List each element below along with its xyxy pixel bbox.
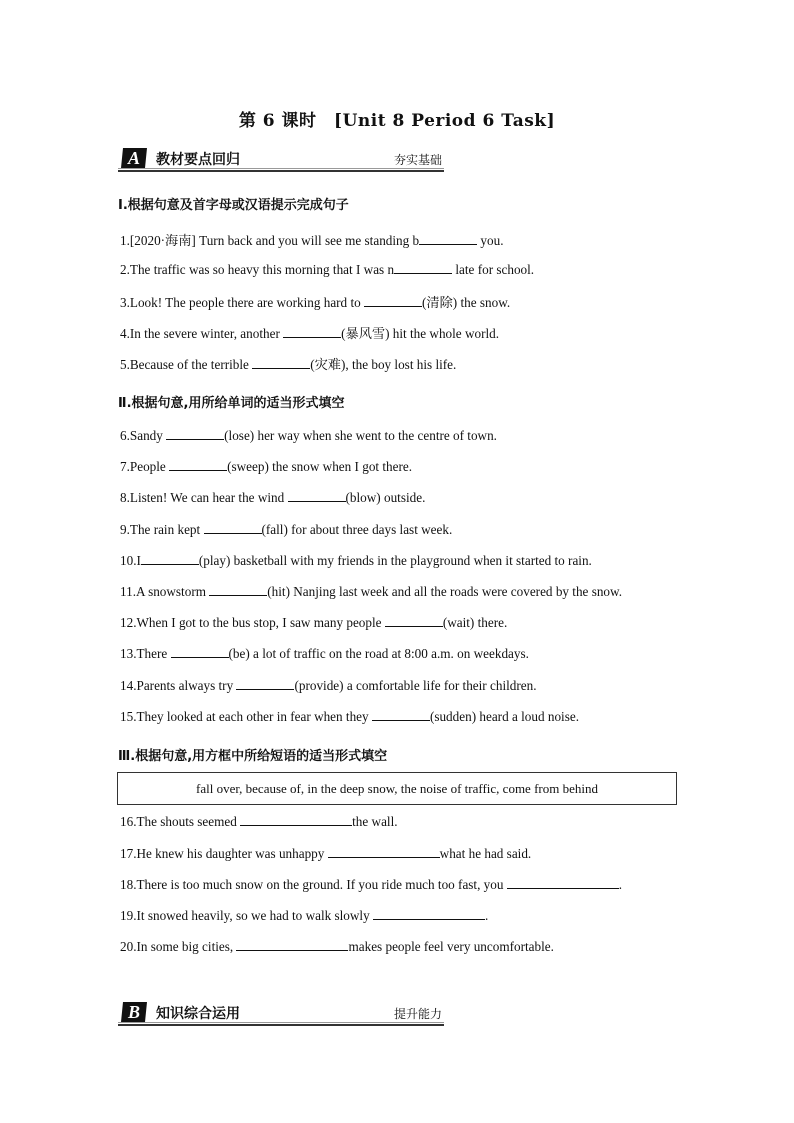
section-b-header — [118, 1000, 444, 1026]
section-b-subtitle: 提升能力 — [393, 1007, 442, 1021]
question-6: 6.Sandy (lose) her way when she went to the centre of town. — [120, 428, 497, 443]
answer-blank[interactable] — [252, 356, 310, 369]
question-17: 17.He knew his daughter was unhappy what he had said. — [120, 846, 532, 861]
phrase-box: fall over, because of, in the deep snow, the noise of traffic, come from behind — [117, 772, 677, 805]
answer-blank[interactable] — [283, 325, 341, 338]
answer-blank[interactable] — [236, 938, 348, 951]
question-19: 19.It snowed heavily, so we had to walk slowly . — [120, 908, 489, 923]
answer-blank[interactable] — [240, 813, 352, 826]
section-b-rule-thin — [118, 1022, 444, 1023]
answer-blank[interactable] — [169, 458, 227, 471]
section-a-badge-letter: A — [127, 148, 141, 168]
answer-blank[interactable] — [236, 677, 294, 690]
question-3: 3.Look! The people there are working hard to (清除) the snow. — [120, 295, 511, 310]
question-12: 12.When I got to the bus stop, I saw many people (wait) there. — [120, 615, 508, 630]
answer-blank[interactable] — [209, 583, 267, 596]
question-4: 4.In the severe winter, another (暴风雪) hit the whole world. — [120, 326, 500, 341]
section-b-badge-letter: B — [127, 1002, 141, 1022]
part1-heading: Ⅰ.根据句意及首字母或汉语提示完成句子 — [118, 198, 349, 213]
question-14: 14.Parents always try (provide) a comfortable life for their children. — [120, 678, 537, 693]
answer-blank[interactable] — [141, 552, 199, 565]
answer-blank[interactable] — [171, 645, 229, 658]
answer-blank[interactable] — [385, 614, 443, 627]
page-title: 第 6 课时 [Unit 8 Period 6 Task] — [238, 111, 556, 131]
answer-blank[interactable] — [373, 907, 485, 920]
question-8: 8.Listen! We can hear the wind (blow) outside. — [120, 490, 426, 505]
answer-blank[interactable] — [166, 427, 224, 440]
section-b-rule — [118, 1024, 444, 1026]
question-18: 18.There is too much snow on the ground. If you ride much too fast, you . — [120, 877, 623, 892]
question-7: 7.People (sweep) the snow when I got there. — [120, 459, 413, 474]
question-13: 13.There (be) a lot of traffic on the road at 8:00 a.m. on weekdays. — [120, 646, 529, 661]
question-1: 1.[2020·海南] Turn back and you will see me standing b you. — [120, 233, 504, 248]
answer-blank[interactable] — [288, 489, 346, 502]
answer-blank[interactable] — [364, 294, 422, 307]
question-2: 2.The traffic was so heavy this morning that I was n late for school. — [120, 262, 535, 277]
answer-blank[interactable] — [372, 708, 430, 721]
question-9: 9.The rain kept (fall) for about three days last week. — [120, 522, 453, 537]
section-b-badge-icon — [120, 1000, 148, 1024]
question-16: 16.The shouts seemed the wall. — [120, 814, 398, 829]
question-5: 5.Because of the terrible (灾难), the boy lost his life. — [120, 357, 457, 372]
question-11: 11.A snowstorm (hit) Nanjing last week and all the roads were covered by the snow. — [120, 584, 622, 599]
section-b-name: 知识综合运用 — [156, 1006, 240, 1022]
section-a-rule — [118, 170, 444, 172]
section-a-header — [118, 146, 444, 172]
answer-blank[interactable] — [328, 845, 440, 858]
answer-blank[interactable] — [394, 261, 452, 274]
answer-blank[interactable] — [419, 232, 477, 245]
answer-blank[interactable] — [204, 521, 262, 534]
question-20: 20.In some big cities, makes people feel very uncomfortable. — [120, 939, 554, 954]
question-10: 10.I (play) basketball with my friends in the playground when it started to rain. — [120, 553, 592, 568]
answer-blank[interactable] — [507, 876, 619, 889]
section-a-subtitle: 夯实基础 — [393, 153, 442, 167]
section-a-name: 教材要点回归 — [156, 152, 240, 168]
section-a-badge-icon — [120, 146, 148, 170]
question-15: 15.They looked at each other in fear when they (sudden) heard a loud noise. — [120, 709, 579, 724]
part2-heading: Ⅱ.根据句意,用所给单词的适当形式填空 — [118, 396, 345, 411]
part3-heading: Ⅲ.根据句意,用方框中所给短语的适当形式填空 — [118, 749, 388, 764]
section-a-rule-thin — [118, 168, 444, 169]
